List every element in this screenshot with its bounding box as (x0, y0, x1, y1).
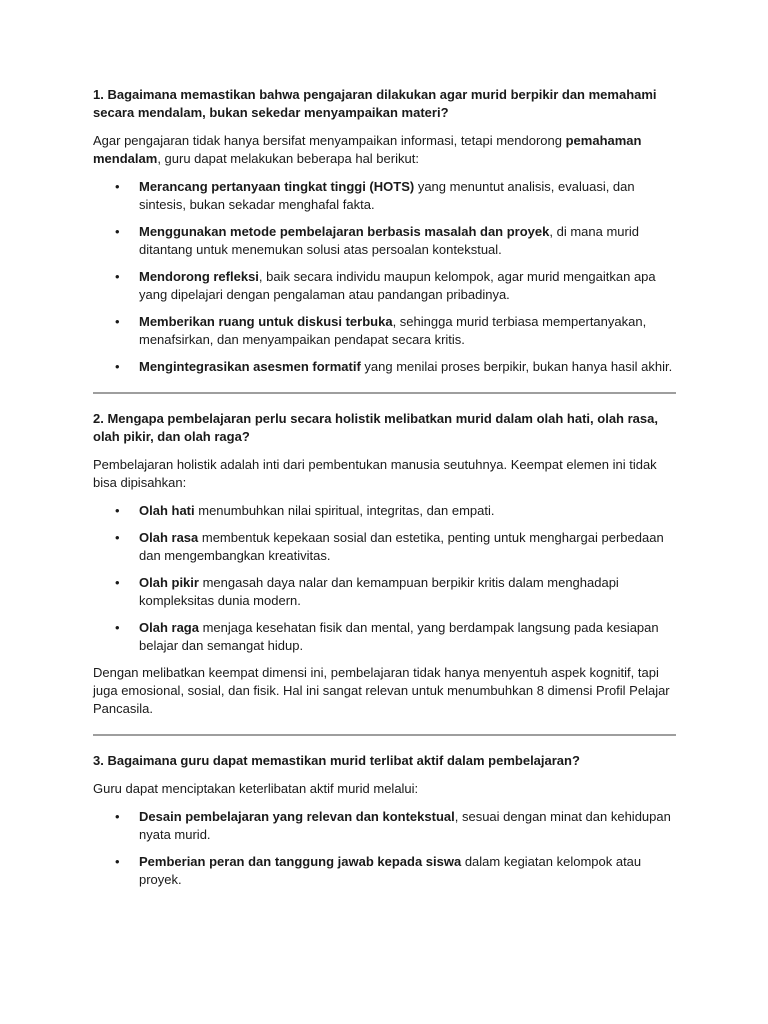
section-2-closing: Dengan melibatkan keempat dimensi ini, pembelajaran tidak hanya menyentuh aspek kognitif, tapi juga emosional, sosial, dan fisik. Hal ini sangat relevan untuk menumbuhkan 8 dimensi Profil Pelajar Pancasila. (93, 665, 670, 716)
item-emphasis: Mendorong refleksi (139, 269, 259, 284)
item-text: , baik secara individu maupun kelompok, agar murid mengaitkan apa yang dipelajari dengan pengalaman atau pandangan pribadinya. (139, 269, 656, 302)
item-text: , di mana murid ditantang untuk menemukan solusi atas persoalan kontekstual. (139, 224, 639, 257)
bullet-icon: • (115, 224, 120, 239)
item-emphasis: Olah rasa (139, 530, 199, 545)
bullet-icon: • (115, 503, 120, 518)
bullet-icon: • (115, 269, 120, 284)
intro-emphasis: pemahaman mendalam (93, 133, 642, 166)
list-item (93, 529, 676, 565)
item-emphasis: Olah pikir (139, 575, 199, 590)
question-2: 2. Mengapa pembelajaran perlu secara holistik melibatkan murid dalam olah hati, olah rasa, olah pikir, dan olah raga? (93, 411, 658, 444)
section-1-list (93, 178, 676, 376)
item-emphasis: Pemberian peran dan tanggung jawab kepada siswa (139, 854, 462, 869)
item-emphasis: Menggunakan metode pembelajaran berbasis masalah dan proyek (139, 224, 550, 239)
section-1-intro (93, 132, 676, 168)
list-item (93, 223, 676, 259)
item-emphasis: Olah raga (139, 620, 199, 635)
list-item (93, 178, 676, 214)
bullet-icon: • (115, 359, 120, 374)
question-1: 1. Bagaimana memastikan bahwa pengajaran dilakukan agar murid berpikir dan memahami secara mendalam, bukan sekedar menyampaikan materi? (93, 87, 657, 120)
item-text: yang menuntut analisis, evaluasi, dan sintesis, bukan sekadar menghafal fakta. (139, 179, 635, 212)
item-text: membentuk kepekaan sosial dan estetika, penting untuk menghargai perbedaan dan mengembangkan kreativitas. (139, 530, 664, 563)
item-text: , sehingga murid terbiasa mempertanyakan, menafsirkan, dan menyampaikan pendapat secara kritis. (139, 314, 647, 347)
list-item (93, 502, 676, 520)
item-text: dalam kegiatan kelompok atau proyek. (139, 854, 642, 887)
item-text: , sesuai dengan minat dan kehidupan nyata murid. (139, 809, 671, 842)
item-text: yang menilai proses berpikir, bukan hanya hasil akhir. (360, 359, 673, 374)
item-emphasis: Mengintegrasikan asesmen formatif (139, 359, 361, 374)
section-2-intro: Pembelajaran holistik adalah inti dari pembentukan manusia seutuhnya. Keempat elemen ini tidak bisa dipisahkan: (93, 457, 657, 490)
bullet-icon: • (115, 809, 120, 824)
section-divider (93, 734, 676, 736)
list-item (93, 574, 676, 610)
intro-text: , guru dapat melakukan beberapa hal berikut: (157, 151, 419, 166)
bullet-icon: • (115, 620, 120, 635)
item-emphasis: Memberikan ruang untuk diskusi terbuka (139, 314, 393, 329)
item-text: menumbuhkan nilai spiritual, integritas, dan empati. (194, 503, 495, 518)
list-item (93, 313, 676, 349)
section-3-list (93, 808, 676, 889)
item-emphasis: Merancang pertanyaan tingkat tinggi (HOTS) (139, 179, 415, 194)
bullet-icon: • (115, 179, 120, 194)
list-item (93, 358, 676, 376)
section-2-list (93, 502, 676, 655)
intro-text: Agar pengajaran tidak hanya bersifat menyampaikan informasi, tetapi mendorong (93, 133, 566, 148)
bullet-icon: • (115, 314, 120, 329)
list-item (93, 808, 676, 844)
section-3-intro: Guru dapat menciptakan keterlibatan aktif murid melalui: (93, 781, 419, 796)
item-text: menjaga kesehatan fisik dan mental, yang berdampak langsung pada kesiapan belajar dan semangat hidup. (139, 620, 659, 653)
list-item (93, 619, 676, 655)
item-emphasis: Desain pembelajaran yang relevan dan kontekstual (139, 809, 455, 824)
bullet-icon: • (115, 854, 120, 869)
question-3: 3. Bagaimana guru dapat memastikan murid terlibat aktif dalam pembelajaran? (93, 753, 580, 768)
list-item (93, 268, 676, 304)
item-text: mengasah daya nalar dan kemampuan berpikir kritis dalam menghadapi kompleksitas dunia modern. (139, 575, 619, 608)
bullet-icon: • (115, 575, 120, 590)
bullet-icon: • (115, 530, 120, 545)
section-divider (93, 392, 676, 394)
item-emphasis: Olah hati (139, 503, 195, 518)
list-item (93, 853, 676, 889)
